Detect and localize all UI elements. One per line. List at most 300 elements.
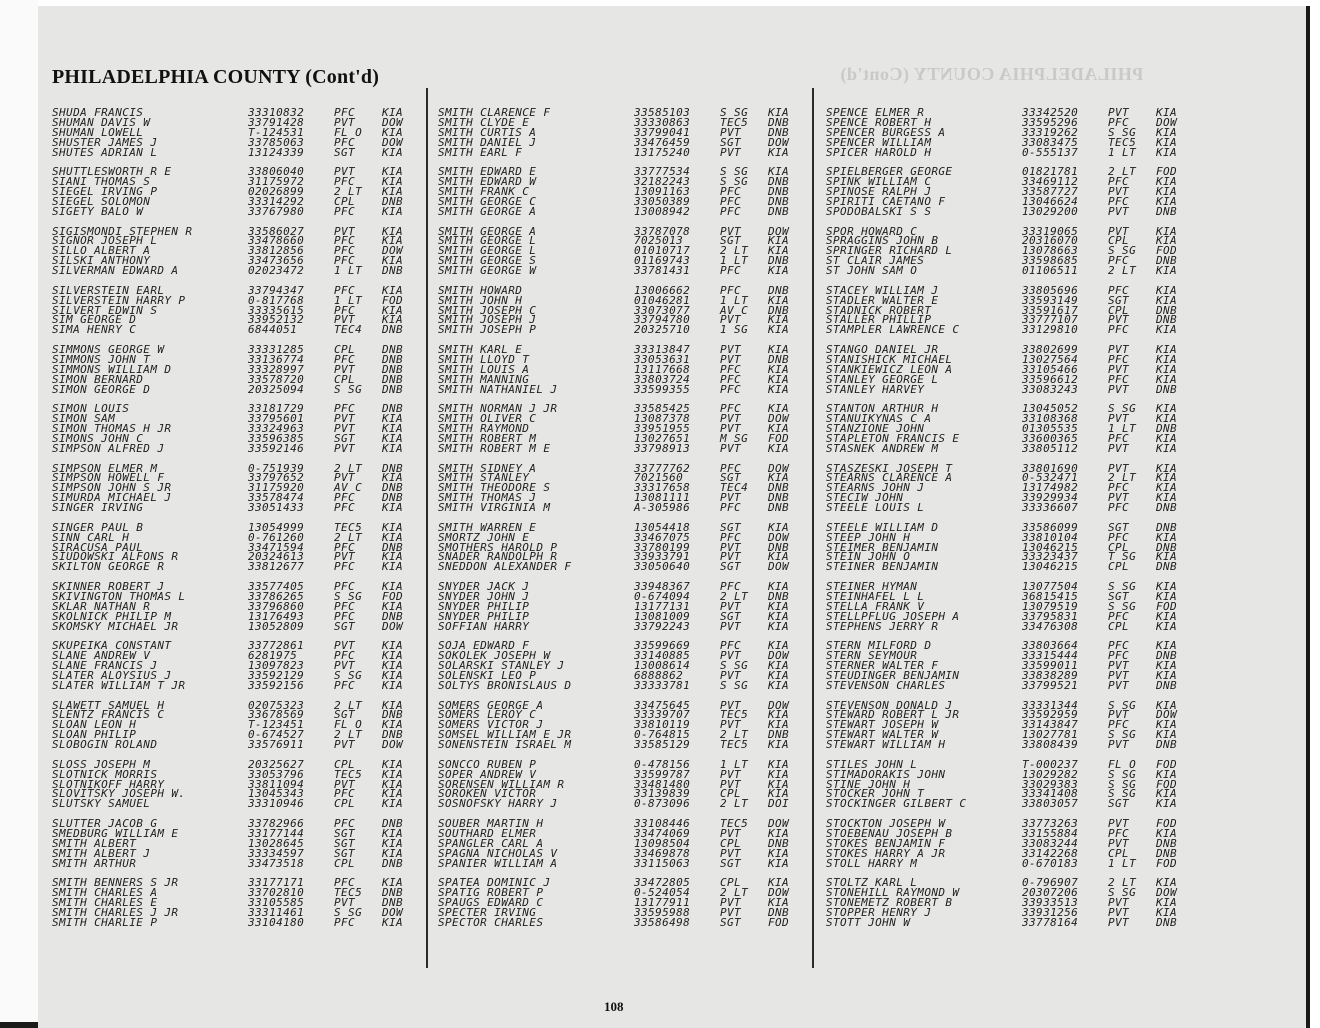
entry-name: STEWART WILLIAM H <box>826 738 946 752</box>
entry-rank: PVT <box>720 905 742 919</box>
entry-rank: PFC <box>720 580 742 593</box>
entry-serial-number: 33811094 <box>248 777 305 791</box>
entry-name: SLAWETT SAMUEL H <box>52 698 165 712</box>
entry-status: KIA <box>382 915 404 929</box>
entry-serial-number: 13097823 <box>248 659 305 673</box>
entry-status: KIA <box>1156 372 1178 386</box>
entry-serial-number: 33952132 <box>248 313 305 327</box>
entry-name: SMITH ALBERT J <box>52 846 151 860</box>
entry-serial-number: 33467075 <box>634 530 691 544</box>
entry-status: DNB <box>768 303 790 317</box>
entry-group <box>52 461 422 515</box>
entry-serial-number: 33794780 <box>634 313 691 327</box>
entry-rank: PVT <box>720 491 742 505</box>
entry-name: STEIMER BENJAMIN <box>826 540 939 554</box>
entry-serial-number: 33585425 <box>634 402 691 416</box>
entry-group <box>52 345 422 394</box>
entry-serial-number: 33051433 <box>248 501 305 515</box>
entry-rank: SGT <box>1108 589 1130 603</box>
entry-serial-number: 13081009 <box>634 609 691 623</box>
entry-name: SIMPSON JOHN S JR <box>52 481 172 495</box>
entry-rank: CPL <box>334 372 356 386</box>
casualty-entry <box>826 266 1196 276</box>
entry-status: DNB <box>1156 846 1178 860</box>
entry-status: KIA <box>1156 185 1178 199</box>
entry-name: SMITH CHARLES J JR <box>52 905 179 919</box>
entry-status: DOW <box>1156 115 1178 129</box>
entry-status: KIA <box>382 412 404 426</box>
entry-rank: PVT <box>720 422 742 436</box>
entry-rank: 2 LT <box>720 244 749 258</box>
entry-status: KIA <box>1156 609 1178 623</box>
entry-status: KIA <box>1156 323 1178 337</box>
entry-status: KIA <box>1156 283 1178 297</box>
entry-rank: PVT <box>1108 708 1130 722</box>
entry-rank: S SG <box>1108 402 1137 416</box>
entry-rank: PFC <box>334 135 356 149</box>
entry-name: SPAGNA NICHOLAS V <box>438 846 558 860</box>
entry-serial-number: 33599669 <box>634 639 691 653</box>
entry-status: KIA <box>768 264 790 278</box>
entry-group <box>826 819 1196 868</box>
entry-name: SOLTYS BRONISLAUS D <box>438 678 572 692</box>
entry-name: SHUMAN DAVIS W <box>52 115 151 129</box>
scan-left-margin <box>0 0 38 1028</box>
entry-name: SHUTTLESWORTH R E <box>52 165 172 179</box>
entry-status: KIA <box>382 668 404 682</box>
entry-name: SMITH SIDNEY A <box>438 461 537 475</box>
entry-serial-number: 0-796907 <box>1022 876 1079 890</box>
entry-name: STEARNS CLARENCE A <box>826 471 953 485</box>
entry-name: SOKOLEK JOSEPH W <box>438 649 551 663</box>
entry-serial-number: 33797652 <box>248 471 305 485</box>
entry-rank: PVT <box>720 846 742 860</box>
entry-serial-number: 33592129 <box>248 668 305 682</box>
entry-serial-number: 33585103 <box>634 106 691 119</box>
entry-name: SPRINGER RICHARD L <box>826 244 953 258</box>
entry-serial-number: 33596385 <box>248 431 305 445</box>
entry-name: SIMPSON HOWELL F <box>52 471 165 485</box>
entry-serial-number: 33795601 <box>248 412 305 426</box>
entry-serial-number: 33780199 <box>634 540 691 554</box>
entry-status: DNB <box>382 708 404 722</box>
entry-rank: S SG <box>334 382 363 396</box>
entry-status: DOW <box>382 619 404 633</box>
entry-status: DNB <box>382 491 404 505</box>
entry-serial-number: 33469878 <box>634 846 691 860</box>
entry-rank: 1 LT <box>720 757 749 771</box>
entry-serial-number: 33473656 <box>248 254 305 268</box>
entry-name: SIM GEORGE D <box>52 313 137 327</box>
entry-name: STOKES HARRY A JR <box>826 846 946 860</box>
entry-rank: CPL <box>720 787 742 801</box>
entry-rank: PVT <box>334 896 356 910</box>
entry-status: KIA <box>382 106 404 119</box>
entry-rank: PVT <box>720 777 742 791</box>
entry-serial-number: 0-761260 <box>248 530 305 544</box>
entry-rank: PVT <box>720 619 742 633</box>
entry-serial-number: 33587727 <box>1022 185 1079 199</box>
entry-name: STOTT JOHN W <box>826 915 911 929</box>
entry-name: STECIW JOHN <box>826 491 904 505</box>
entry-name: STEUDINGER BENJAMIN <box>826 668 960 682</box>
entry-name: SPANIER WILLIAM A <box>438 856 558 870</box>
entry-name: STOCKER JOHN T <box>826 787 925 801</box>
entry-group <box>438 224 808 278</box>
entry-name: STEINHAFEL L L <box>826 589 925 603</box>
entry-name: SMITH CHARLIE P <box>52 915 158 929</box>
entry-status: KIA <box>1156 264 1178 278</box>
entry-name: SMITH GEORGE C <box>438 194 537 208</box>
entry-status: KIA <box>382 471 404 485</box>
entry-rank: PVT <box>1108 817 1130 830</box>
entry-serial-number: 01046281 <box>634 293 691 307</box>
entry-status: FOD <box>382 589 404 603</box>
entry-status: DNB <box>768 175 790 189</box>
entry-serial-number: 33933791 <box>634 550 691 564</box>
casualty-entry <box>52 799 422 809</box>
entry-serial-number: 01169743 <box>634 254 691 268</box>
entry-rank: CPL <box>334 194 356 208</box>
entry-group <box>52 520 422 574</box>
entry-rank: PFC <box>720 501 742 515</box>
entry-status: KIA <box>768 826 790 840</box>
entry-serial-number: 33475645 <box>634 698 691 712</box>
entry-serial-number: 33810104 <box>1022 530 1079 544</box>
entry-status: DNB <box>768 254 790 268</box>
entry-status: DNB <box>768 115 790 129</box>
entry-name: SOJA EDWARD F <box>438 639 530 653</box>
entry-status: KIA <box>382 254 404 268</box>
entry-rank: S SG <box>1108 767 1137 781</box>
entry-status: FOD <box>1156 165 1178 179</box>
entry-name: STEWARD ROBERT L JR <box>826 708 960 722</box>
entry-name: SMITH EDWARD W <box>438 175 537 189</box>
entry-status: KIA <box>1156 431 1178 445</box>
entry-group <box>52 641 422 690</box>
entry-status: FOD <box>1156 817 1178 830</box>
entry-rank: PVT <box>1108 412 1130 426</box>
entry-serial-number: 0-817768 <box>248 293 305 307</box>
entry-rank: CPL <box>720 876 742 890</box>
entry-serial-number: 0-873096 <box>634 797 691 811</box>
entry-serial-number: 13006662 <box>634 283 691 297</box>
entry-serial-number: 33342520 <box>1022 106 1079 119</box>
entry-name: SIANI THOMAS S <box>52 175 151 189</box>
entry-status: KIA <box>768 767 790 781</box>
page-title: PHILADELPHIA COUNTY (Cont'd) <box>52 66 380 88</box>
entry-status: DNB <box>382 264 404 278</box>
entry-serial-number: 33786265 <box>248 589 305 603</box>
entry-status: KIA <box>768 876 790 890</box>
entry-rank: PVT <box>720 718 742 732</box>
entry-status: DOW <box>768 135 790 149</box>
entry-serial-number: 33181729 <box>248 402 305 416</box>
entry-rank: TEC5 <box>720 738 749 752</box>
entry-name: SLUTTER JACOB G <box>52 817 158 830</box>
entry-rank: PFC <box>720 382 742 396</box>
entry-name: SPATIG ROBERT P <box>438 886 544 900</box>
entry-serial-number: 33592156 <box>248 678 305 692</box>
entry-serial-number: 13029200 <box>1022 204 1079 218</box>
entry-status: KIA <box>1156 441 1178 455</box>
entry-name: SPRAGGINS JOHN B <box>826 234 939 248</box>
entry-status: KIA <box>382 580 404 593</box>
entry-name: SILVERSTEIN EARL <box>52 283 165 297</box>
entry-status: DNB <box>1156 915 1178 929</box>
entry-serial-number: 33474069 <box>634 826 691 840</box>
entry-status: KIA <box>1156 461 1178 475</box>
entry-rank: CPL <box>1108 540 1130 554</box>
entry-status: DNB <box>768 491 790 505</box>
entry-name: SILVERT EDWIN S <box>52 303 158 317</box>
casualty-column-1 <box>52 108 422 938</box>
entry-status: KIA <box>382 501 404 515</box>
casualty-entry <box>826 678 1196 692</box>
entry-status: DNB <box>768 352 790 366</box>
entry-rank: S SG <box>1108 599 1137 613</box>
entry-status: KIA <box>768 668 790 682</box>
entry-name: SOMERS LEROY C <box>438 708 537 722</box>
entry-serial-number: 33593149 <box>1022 293 1079 307</box>
entry-group <box>52 757 422 811</box>
entry-serial-number: 33772861 <box>248 639 305 653</box>
entry-serial-number: 0-674094 <box>634 589 691 603</box>
entry-serial-number: 33678569 <box>248 708 305 722</box>
entry-name: SMITH WARREN E <box>438 520 537 534</box>
entry-serial-number: 0-674527 <box>248 728 305 742</box>
entry-name: STANLEY GEORGE L <box>826 372 939 386</box>
entry-rank: PFC <box>334 560 356 574</box>
casualty-entry <box>826 325 1196 335</box>
entry-serial-number: 33803664 <box>1022 639 1079 653</box>
entry-name: SIMON BERNARD <box>52 372 144 386</box>
entry-status: DNB <box>382 194 404 208</box>
entry-serial-number: 33596612 <box>1022 372 1079 386</box>
entry-rank: 2 LT <box>334 461 363 475</box>
entry-status: KIA <box>382 757 404 771</box>
entry-serial-number: 0-751939 <box>248 461 305 475</box>
entry-status: KIA <box>382 876 404 890</box>
entry-rank: PVT <box>720 896 742 910</box>
casualty-entry <box>826 856 1196 870</box>
entry-name: SILLO ALBERT A <box>52 244 151 258</box>
entry-rank: PFC <box>720 362 742 376</box>
entry-name: SMORTZ JOHN E <box>438 530 530 544</box>
entry-rank: 2 LT <box>720 728 749 742</box>
entry-serial-number: 33599355 <box>634 382 691 396</box>
entry-serial-number: 33781431 <box>634 264 691 278</box>
entry-status: DNB <box>768 836 790 850</box>
entry-name: STOEBENAU JOSEPH B <box>826 826 953 840</box>
entry-rank: PVT <box>720 343 742 356</box>
entry-status: FOD <box>382 293 404 307</box>
entry-serial-number: 13176493 <box>248 609 305 623</box>
entry-serial-number: 13124339 <box>248 145 305 159</box>
entry-name: STADNICK ROBERT <box>826 303 932 317</box>
entry-status: KIA <box>768 343 790 356</box>
entry-status: DNB <box>1156 649 1178 663</box>
entry-status: DNB <box>1156 836 1178 850</box>
entry-name: SIEGEL SOLOMON <box>52 194 151 208</box>
entry-name: SMITH ARTHUR <box>52 856 137 870</box>
entry-serial-number: 33931256 <box>1022 905 1079 919</box>
entry-group <box>826 582 1196 631</box>
entry-rank: PFC <box>720 283 742 297</box>
entry-rank: 2 LT <box>720 589 749 603</box>
entry-group <box>826 520 1196 574</box>
entry-rank: PFC <box>720 530 742 544</box>
entry-status: KIA <box>382 649 404 663</box>
entry-status: KIA <box>1156 905 1178 919</box>
entry-name: SOSNOFSKY HARRY J <box>438 797 558 811</box>
casualty-entry <box>826 562 1196 572</box>
entry-name: SPANGLER CARL A <box>438 836 544 850</box>
entry-status: FOD <box>1156 757 1178 771</box>
entry-serial-number: 33310946 <box>248 797 305 811</box>
entry-name: SOROKEN VICTOR <box>438 787 537 801</box>
entry-rank: CPL <box>1108 619 1130 633</box>
entry-rank: 2 LT <box>1108 471 1137 485</box>
entry-serial-number: 33702810 <box>248 886 305 900</box>
entry-serial-number: 33331344 <box>1022 698 1079 712</box>
entry-name: SHUMAN LOWELL <box>52 125 144 139</box>
entry-status: DNB <box>1156 560 1178 574</box>
entry-status: DNB <box>382 461 404 475</box>
entry-serial-number: 33314292 <box>248 194 305 208</box>
entry-rank: SGT <box>334 826 356 840</box>
entry-serial-number: 33933513 <box>1022 896 1079 910</box>
entry-serial-number: 33336607 <box>1022 501 1079 515</box>
entry-serial-number: 33806040 <box>248 165 305 179</box>
entry-serial-number: 13027651 <box>634 431 691 445</box>
entry-rank: TEC4 <box>720 481 749 495</box>
entry-name: STOPPER HENRY J <box>826 905 932 919</box>
entry-status: DNB <box>382 886 404 900</box>
entry-rank: SGT <box>720 856 742 870</box>
entry-name: SIMON GEORGE D <box>52 382 151 396</box>
entry-status: KIA <box>768 441 790 455</box>
entry-group <box>826 345 1196 394</box>
entry-rank: PVT <box>334 550 356 564</box>
entry-status: KIA <box>382 530 404 544</box>
entry-name: SPECTOR CHARLES <box>438 915 544 929</box>
entry-status: KIA <box>768 313 790 327</box>
entry-rank: PFC <box>720 372 742 386</box>
entry-name: SKOMSKY MICHAEL JR <box>52 619 179 633</box>
entry-group <box>438 641 808 690</box>
entry-serial-number: 13028645 <box>248 836 305 850</box>
entry-name: STERNER WALTER F <box>826 659 939 673</box>
entry-serial-number: 6844051 <box>248 323 298 337</box>
entry-serial-number: 33598685 <box>1022 254 1079 268</box>
entry-serial-number: 01305535 <box>1022 422 1079 436</box>
entry-serial-number: 33838289 <box>1022 668 1079 682</box>
entry-serial-number: 20316070 <box>1022 234 1079 248</box>
entry-serial-number: 33053631 <box>634 352 691 366</box>
entry-status: KIA <box>1156 668 1178 682</box>
entry-name: SINGER PAUL B <box>52 520 144 534</box>
entry-name: SMITH VIRGINIA M <box>438 501 551 515</box>
entry-name: STAMPLER LAWRENCE C <box>826 323 960 337</box>
entry-status: KIA <box>768 106 790 119</box>
entry-rank: S SG <box>720 165 749 179</box>
entry-rank: SGT <box>720 560 742 574</box>
entry-status: KIA <box>1156 718 1178 732</box>
casualty-entry <box>438 382 808 396</box>
entry-name: ST CLAIR JAMES <box>826 254 925 268</box>
entry-name: SHUTES ADRIAN L <box>52 145 158 159</box>
scan-right-margin <box>1310 0 1320 1028</box>
entry-name: STEEP JOHN H <box>826 530 911 544</box>
entry-rank: 2 LT <box>334 530 363 544</box>
entry-status: KIA <box>382 431 404 445</box>
entry-rank: TEC5 <box>334 520 363 534</box>
entry-status: DOW <box>768 461 790 475</box>
entry-status: KIA <box>1156 589 1178 603</box>
entry-serial-number: 33050389 <box>634 194 691 208</box>
entry-serial-number: 13175240 <box>634 145 691 159</box>
entry-rank: PVT <box>334 441 356 455</box>
entry-status: KIA <box>768 165 790 179</box>
entry-status: DNB <box>1156 738 1178 752</box>
entry-rank: PVT <box>1108 491 1130 505</box>
entry-status: DNB <box>382 540 404 554</box>
casualty-entry <box>438 740 808 750</box>
entry-status: DNB <box>1156 540 1178 554</box>
entry-status: DNB <box>382 382 404 396</box>
entry-status: DNB <box>382 323 404 337</box>
entry-serial-number: 13054999 <box>248 520 305 534</box>
entry-rank: CPL <box>334 856 356 870</box>
casualty-entry <box>438 441 808 455</box>
entry-status: KIA <box>1156 471 1178 485</box>
entry-group <box>438 520 808 574</box>
entry-status: DOI <box>768 797 790 811</box>
entry-status: DNB <box>768 481 790 495</box>
casualty-entry <box>438 145 808 159</box>
entry-name: SMITH CURTIS A <box>438 125 537 139</box>
entry-rank: PVT <box>1108 915 1130 929</box>
entry-status: KIA <box>382 550 404 564</box>
entry-status: KIA <box>382 826 404 840</box>
entry-rank: CPL <box>1108 846 1130 860</box>
entry-rank: PVT <box>334 362 356 376</box>
entry-group <box>438 404 808 453</box>
entry-name: STACEY WILLIAM J <box>826 283 939 297</box>
entry-name: STEARNS JOHN J <box>826 481 925 495</box>
entry-serial-number: 33592146 <box>248 441 305 455</box>
entry-rank: PVT <box>1108 836 1130 850</box>
entry-name: SMITH JOSEPH C <box>438 303 537 317</box>
entry-status: DNB <box>768 185 790 199</box>
entry-rank: PVT <box>720 698 742 712</box>
entry-name: SILSKI ANTHONY <box>52 254 151 268</box>
entry-rank: PVT <box>334 313 356 327</box>
entry-name: SIGISMONDI STEPHEN R <box>52 224 193 238</box>
entry-serial-number: 33767980 <box>248 204 305 218</box>
entry-group <box>52 582 422 631</box>
entry-group <box>52 108 422 157</box>
entry-name: SMITH RAYMOND <box>438 422 530 436</box>
entry-name: SPENCER WILLIAM <box>826 135 932 149</box>
entry-serial-number: 33073077 <box>634 303 691 317</box>
entry-rank: 1 LT <box>1108 422 1137 436</box>
entry-status: KIA <box>382 234 404 248</box>
entry-name: SINGER IRVING <box>52 501 144 515</box>
entry-serial-number: 33143847 <box>1022 718 1079 732</box>
entry-status: KIA <box>768 639 790 653</box>
